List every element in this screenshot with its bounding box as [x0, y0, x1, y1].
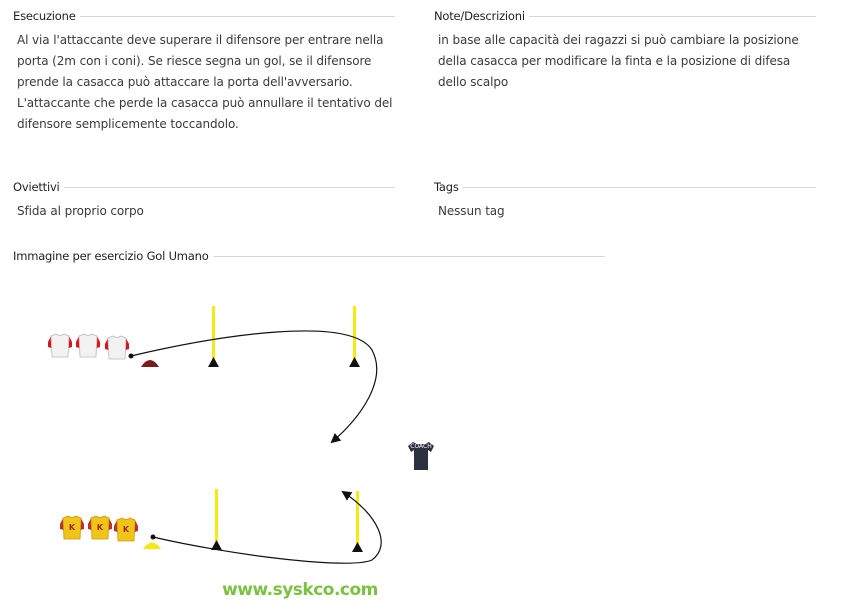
white-team-shirts [48, 334, 129, 359]
shirt-icon [105, 336, 129, 359]
section-header [13, 248, 605, 264]
section-body [434, 201, 816, 222]
movement-arrow [153, 492, 381, 563]
section-body [434, 30, 816, 93]
pole-icon [208, 306, 219, 367]
section-header [13, 179, 395, 195]
section-tags [434, 179, 816, 222]
watermark-text: www.syskco.com [222, 580, 378, 600]
cone-icon [143, 543, 161, 550]
exercise-diagram [0, 270, 847, 614]
pole-icon [211, 489, 222, 550]
section-obiettivi [13, 179, 395, 222]
shirt-icon [76, 334, 100, 357]
text-line: Nessun tag [438, 204, 505, 218]
section-note [434, 8, 816, 93]
text-line: dello scalpo [438, 75, 509, 89]
yellow-team-shirts [60, 516, 138, 541]
shirt-icon [48, 334, 72, 357]
shirt-icon [60, 516, 84, 539]
text-line: difensore semplicemente toccandolo. [17, 117, 239, 131]
section-esecuzione [13, 8, 395, 135]
bib-letter: K [96, 523, 104, 532]
section-title: Note/Descrizioni [434, 8, 529, 24]
text-line: Sfida al proprio corpo [17, 204, 144, 218]
bib-letter: K [68, 523, 76, 532]
text-line: Al via l'attaccante deve superare il difensore per entrare nella [17, 33, 384, 47]
section-header [434, 8, 816, 24]
coach-label: COACH [410, 443, 432, 450]
movement-arrow [131, 331, 377, 442]
section-title: Esecuzione [13, 8, 80, 24]
text-line: prende la casacca può attaccare la porta dell'avversario. [17, 75, 353, 89]
section-divider [13, 187, 395, 188]
section-divider [434, 187, 816, 188]
coach-icon [408, 442, 434, 470]
section-title: Tags [434, 179, 463, 195]
section-title: Immagine per esercizio Gol Umano [13, 248, 213, 264]
section-header [13, 8, 395, 24]
cone-icon [141, 360, 159, 367]
text-line: della casacca per modificare la finta e la posizione di difesa [438, 54, 791, 68]
section-body [13, 201, 395, 222]
text-line: L'attaccante che perde la casacca può annullare il tentativo del [17, 96, 393, 110]
section-title: Oviettivi [13, 179, 64, 195]
section-header [434, 179, 816, 195]
section-body [13, 30, 395, 135]
text-line: porta (2m con i coni). Se riesce segna un gol, se il difensore [17, 54, 372, 68]
shirt-icon [88, 516, 112, 539]
shirt-icon [114, 518, 138, 541]
section-immagine [13, 248, 605, 264]
bib-letter: K [122, 525, 130, 534]
text-line: in base alle capacità dei ragazzi si può cambiare la posizione [438, 33, 799, 47]
